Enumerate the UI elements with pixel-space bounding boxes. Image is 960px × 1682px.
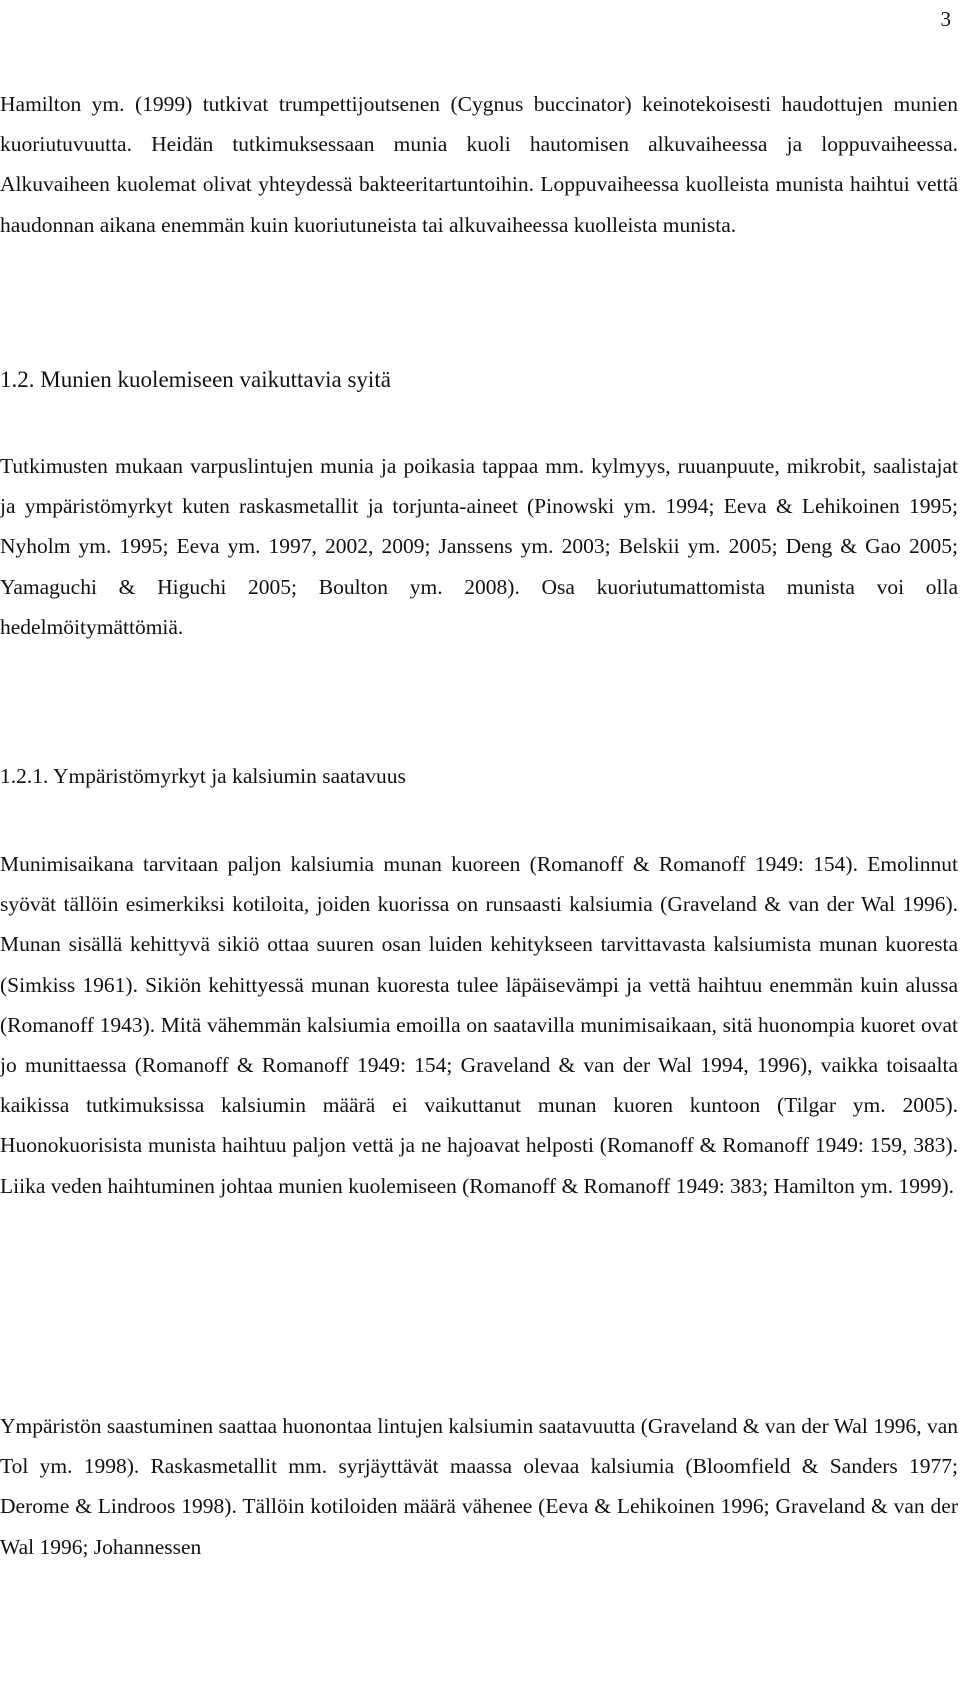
section-heading-1-2-1: 1.2.1. Ympäristömyrkyt ja kalsiumin saatavuus [0, 764, 406, 788]
intro-paragraph-block [0, 84, 958, 245]
paragraph-pollution: Ympäristön saastuminen saattaa huonontaa lintujen kalsiumin saatavuutta (Graveland & van der Wal 1996, van Tol ym. 1998). Raskasmetallit mm. syrjäyttävät maassa olevaa kalsiumia (Bloomfield & Sanders 1977; Derome & Lindroos 1998). Tällöin kotiloiden määrä vähenee (Eeva & Lehikoinen 1996; Graveland & van der Wal 1996; Johannessen [0, 1414, 958, 1559]
causes-paragraph-block [0, 446, 958, 647]
paragraph-causes: Tutkimusten mukaan varpuslintujen munia ja poikasia tappaa mm. kylmyys, ruuanpuute, mikrobit, saalistajat ja ympäristömyrkyt kuten raskasmetallit ja torjunta-aineet (Pinowski ym. 1994; Eeva & Lehikoinen 1995; Nyholm ym. 1995; Eeva ym. 1997, 2002, 2009; Janssens ym. 2003; Belskii ym. 2005; Deng & Gao 2005; Yamaguchi & Higuchi 2005; Boulton ym. 2008). Osa kuoriutumattomista munista voi olla hedelmöitymättömiä. [0, 454, 958, 639]
page-number: 3 [940, 7, 951, 31]
calcium-paragraph-block [0, 844, 958, 1206]
section-heading-1-2: 1.2. Munien kuolemiseen vaikuttavia syitä [0, 367, 391, 392]
paragraph-calcium: Munimisaikana tarvitaan paljon kalsiumia munan kuoreen (Romanoff & Romanoff 1949: 154). Emolinnut syövät tällöin esimerkiksi kotiloita, joiden kuorissa on runsaasti kalsiumia (Graveland & van der Wal 1996). Munan sisällä kehittyvä sikiö ottaa suuren osan luiden kehitykseen tarvittavasta kalsiumista munan kuoresta (Simkiss 1961). Sikiön kehittyessä munan kuoresta tulee läpäisevämpi ja vettä haihtuu enemmän kuin alussa (Romanoff 1943). Mitä vähemmän kalsiumia emoilla on saatavilla munimisaikaan, sitä huonompia kuoret ovat jo munittaessa (Romanoff & Romanoff 1949: 154; Graveland & van der Wal 1994, 1996), vaikka toisaalta kaikissa tutkimuksissa kalsiumin määrä ei vaikuttanut munan kuoren kuntoon (Tilgar ym. 2005). Huonokuorisista munista haihtuu paljon vettä ja ne hajoavat helposti (Romanoff & Romanoff 1949: 159, 383). Liika veden haihtuminen johtaa munien kuolemiseen (Romanoff & Romanoff 1949: 383; Hamilton ym. 1999). [0, 852, 958, 1198]
pollution-paragraph-block [0, 1406, 958, 1567]
paragraph-hamilton: Hamilton ym. (1999) tutkivat trumpettijoutsenen (Cygnus buccinator) keinotekoisesti haudottujen munien kuoriutuvuutta. Heidän tutkimuksessaan munia kuoli hautomisen alkuvaiheessa ja loppuvaiheessa. Alkuvaiheen kuolemat olivat yhteydessä bakteeritartuntoihin. Loppuvaiheessa kuolleista munista haihtui vettä haudonnan aikana enemmän kuin kuoriutuneista tai alkuvaiheessa kuolleista munista. [0, 92, 958, 237]
